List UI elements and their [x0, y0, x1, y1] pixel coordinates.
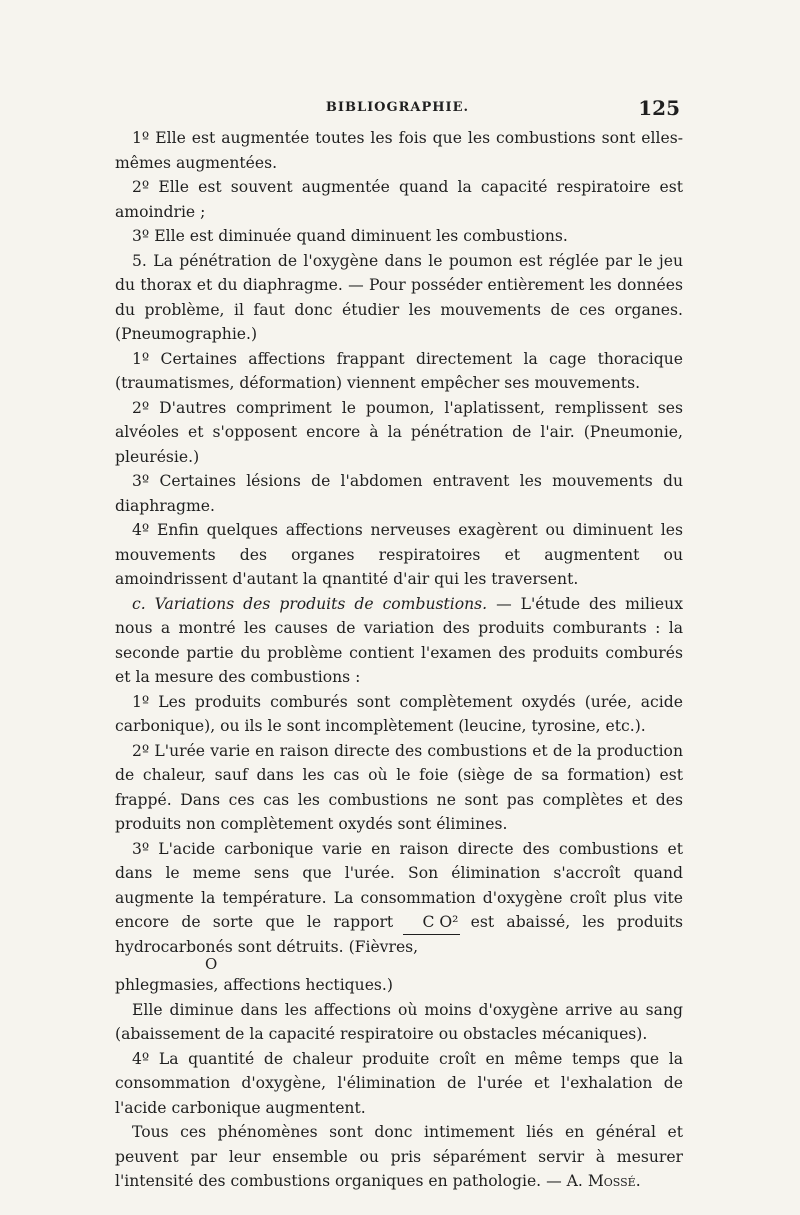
formula-text-before: 3º L'acide carbonique varie en raison directe des combustions et dans le meme sens que l'urée. Son élimination s'accroît quand augmente la température. La consommation d'oxygène croît plus vite encore de sorte que le rapport — [115, 839, 683, 931]
paragraph: 1º Elle est augmentée toutes les fois que les combustions sont elles-mêmes augmentées. — [115, 129, 683, 172]
section-text: — L'étude des milieux nous a montré les causes de variation des produits comburants : la seconde partie du problème contient l'examen des produits comburés et la mesure des combustions : — [115, 594, 684, 686]
paragraph-with-formula — [115, 837, 683, 960]
paragraph: 5. La pénétration de l'oxygène dans le poumon est réglée par le jeu du thorax et du diaphragme. — Pour posséder entièrement les données du problème, il faut donc étudier les mouvements de ces organes. (Pneumographie.) — [115, 251, 683, 343]
page-header — [115, 96, 680, 124]
paragraph: 1º Les produits comburés sont complètement oxydés (urée, acide carbonique), ou ils le sont incomplètement (leucine, tyrosine, etc.). — [115, 692, 683, 735]
paragraph: 2º D'autres compriment le poumon, l'aplatissent, remplissent ses alvéoles et s'opposent encore à la pénétration de l'air. (Pneumonie, pleurésie.) — [115, 398, 683, 466]
paragraph: 4º La quantité de chaleur produite croît en même temps que la consommation d'oxygène, l'élimination de l'urée et l'exhalation de l'acide carbonique augmentent. — [115, 1049, 683, 1117]
paragraph-continuation: phlegmasies, affections hectiques.) — [115, 976, 393, 994]
section-heading: c. Variations des produits de combustions. — [132, 594, 488, 613]
paragraph: Elle diminue dans les affections où moins d'oxygène arrive au sang (abaissement de la capacité respiratoire ou obstacles mécaniques). — [115, 1000, 683, 1043]
body-text — [115, 126, 683, 1194]
closing-text: Tous ces phénomènes sont donc intimement liés en général et peuvent par leur ensemble ou pris séparément servir à mesurer l'intensité des combustions organiques en pathologie. — — [115, 1123, 683, 1190]
paragraph-section-c — [115, 592, 683, 690]
paragraph: 3º Certaines lésions de l'abdomen entravent les mouvements du diaphragme. — [115, 472, 683, 515]
fraction-denominator: O — [205, 955, 218, 973]
running-title: BIBLIOGRAPHIE. — [325, 100, 470, 115]
paragraph: 1º Certaines affections frappant directement la cage thoracique (traumatismes, déformation) viennent empêcher ses mouvements. — [115, 349, 683, 392]
paragraph: 4º Enfin quelques affections nerveuses exagèrent ou diminuent les mouvements des organes respiratoires et augmentent ou amoindrissent d'autant la qnantité d'air qui les traversent. — [115, 521, 683, 588]
paragraph: 3º Elle est diminuée quand diminuent les combustions. — [132, 227, 568, 245]
fraction-bar — [403, 934, 460, 935]
paragraph-closing — [115, 1120, 683, 1194]
formula-text-after: est abaissé, les produits hydrocarbonés sont détruits. (Fièvres, — [115, 913, 683, 956]
fraction-numerator-text: C O² — [422, 913, 459, 931]
page-number: 125 — [638, 96, 680, 120]
author-signature: A. Mossé. — [566, 1172, 641, 1190]
paragraph: 2º Elle est souvent augmentée quand la capacité respiratoire est amoindrie ; — [115, 178, 683, 221]
paragraph: 2º L'urée varie en raison directe des combustions et de la production de chaleur, sauf dans les cas où le foie (siège de sa formation) est frappé. Dans ces cas les combustions ne sont pas complètes et des produits non complètement oxydés sont élimines. — [115, 741, 683, 833]
fraction-numerator — [405, 910, 458, 935]
